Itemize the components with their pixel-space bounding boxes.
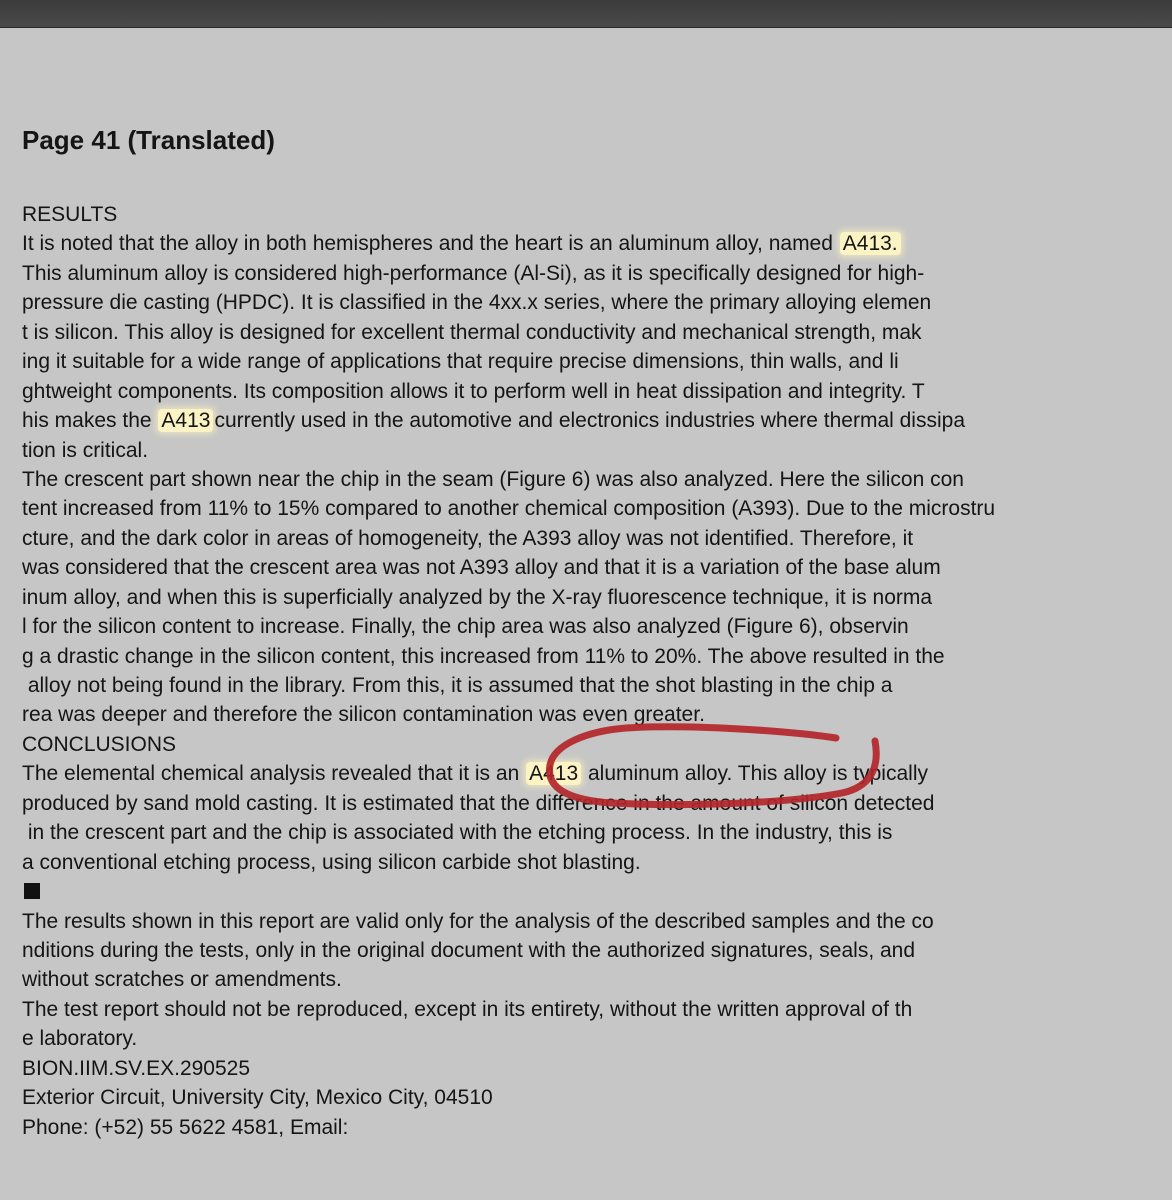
text-line — [22, 436, 1167, 465]
text-segment: The elemental chemical analysis revealed that it is an — [22, 762, 526, 786]
text-line — [22, 1113, 1167, 1142]
text-segment: alloy not being found in the library. From this, it is assumed that the shot blasting in the chip a — [22, 674, 893, 697]
text-segment: rea was deeper and therefore the silicon contamination was even greater. — [22, 703, 705, 727]
text-line — [22, 877, 1167, 906]
text-segment: ing it suitable for a wide range of applications that require precise dimensions, thin walls, and li — [22, 350, 899, 374]
text-segment: a conventional etching process, using silicon carbide shot blasting. — [22, 850, 641, 874]
text-segment: cture, and the dark color in areas of homogeneity, the A393 alloy was not identified. Therefore, it — [22, 526, 914, 550]
text-line — [22, 200, 1167, 229]
highlighted-term: A413 — [158, 409, 213, 432]
highlighted-term: A413 — [526, 762, 581, 785]
text-line — [22, 259, 1167, 288]
text-line — [22, 789, 1167, 818]
black-square-bullet — [24, 883, 40, 899]
text-line — [22, 818, 1167, 847]
text-line — [22, 288, 1167, 317]
text-segment: without scratches or amendments. — [22, 968, 342, 992]
text-line — [22, 612, 1167, 641]
text-segment: his makes the — [22, 409, 158, 433]
text-line — [22, 936, 1167, 965]
text-segment: aluminum alloy. This alloy is typically — [582, 762, 928, 786]
text-segment: tion is critical. — [22, 438, 149, 462]
text-segment: t is silicon. This alloy is designed for excellent thermal conductivity and mechanical strength, mak — [22, 320, 922, 344]
highlighted-term: A413. — [840, 232, 901, 255]
text-segment: g a drastic change in the silicon content, this increased from 11% to 20%. The above resulted in the — [22, 644, 945, 668]
text-segment: in the crescent part and the chip is associated with the etching process. In the industry, this is — [22, 821, 893, 845]
text-line — [22, 642, 1167, 671]
text-segment: CONCLUSIONS — [22, 732, 177, 756]
text-line — [22, 318, 1167, 347]
text-segment: Phone: (+52) 55 5622 4581, Email: — [22, 1115, 349, 1139]
text-line — [22, 229, 1167, 258]
text-line — [22, 377, 1167, 406]
text-segment: was considered that the crescent area was not A393 alloy and that it is a variation of the base alum — [22, 556, 941, 580]
text-segment: The results shown in this report are valid only for the analysis of the described samples and the co — [22, 909, 934, 933]
text-segment: produced by sand mold casting. It is estimated that the difference in the amount of silicon detected — [22, 791, 935, 815]
text-line — [22, 848, 1167, 877]
text-line — [22, 524, 1167, 553]
text-line — [22, 583, 1167, 612]
text-line — [22, 347, 1167, 376]
text-line — [22, 700, 1167, 729]
text-line — [22, 406, 1167, 435]
text-line — [22, 1024, 1167, 1053]
text-segment: BION.IIM.SV.EX.290525 — [22, 1056, 251, 1080]
window-top-bar — [0, 0, 1172, 28]
text-segment: ghtweight components. Its composition allows it to perform well in heat dissipation and integrity. T — [22, 379, 925, 403]
text-line — [22, 965, 1167, 994]
text-line — [22, 494, 1167, 523]
text-segment: The crescent part shown near the chip in the seam (Figure 6) was also analyzed. Here the silicon con — [22, 467, 964, 491]
page-title: Page 41 (Translated) — [22, 125, 275, 155]
text-segment: RESULTS — [22, 203, 118, 226]
text-line — [22, 1083, 1167, 1112]
text-segment: inum alloy, and when this is superficially analyzed by the X-ray fluorescence technique, it is norma — [22, 585, 933, 609]
text-segment: The test report should not be reproduced, except in its entirety, without the written approval of th — [22, 997, 913, 1021]
text-segment: It is noted that the alloy in both hemispheres and the heart is an aluminum alloy, named — [22, 232, 839, 256]
text-line — [22, 553, 1167, 582]
text-line — [22, 907, 1167, 936]
text-line — [22, 995, 1167, 1024]
text-segment: e laboratory. — [22, 1027, 138, 1051]
text-segment: currently used in the automotive and electronics industries where thermal dissipa — [214, 409, 965, 433]
text-line — [22, 759, 1167, 788]
text-segment: pressure die casting (HPDC). It is classified in the 4xx.x series, where the primary alloying elemen — [22, 291, 932, 315]
text-line — [22, 465, 1167, 494]
document-body — [22, 200, 1167, 1142]
text-line — [22, 1054, 1167, 1083]
text-line — [22, 730, 1167, 759]
text-segment: l for the silicon content to increase. Finally, the chip area was also analyzed (Figure 6), observin — [22, 615, 909, 639]
text-segment: This aluminum alloy is considered high-performance (Al-Si), as it is specifically designed for high- — [22, 261, 925, 285]
text-segment: Exterior Circuit, University City, Mexico City, 04510 — [22, 1086, 493, 1110]
text-line — [22, 671, 1167, 700]
text-segment: tent increased from 11% to 15% compared to another chemical composition (A393). Due to the microstru — [22, 497, 996, 521]
text-segment: nditions during the tests, only in the original document with the authorized signatures, seals, and — [22, 938, 916, 962]
